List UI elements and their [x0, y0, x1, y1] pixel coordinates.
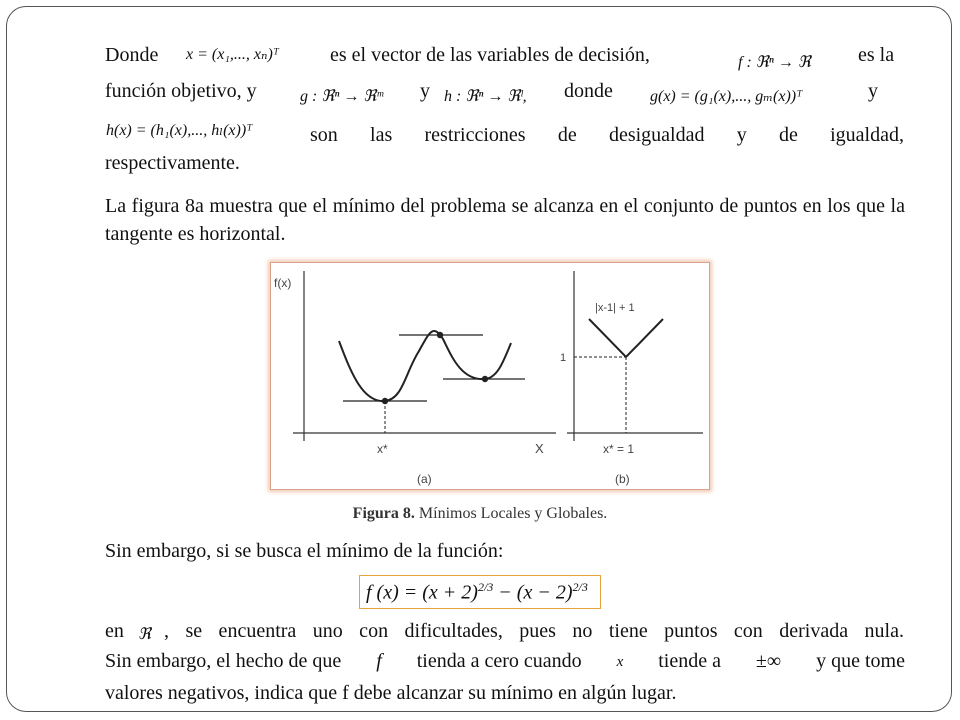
text-hecho-d: y que tome	[816, 650, 905, 672]
label-x-axis: X	[535, 441, 544, 456]
math-f-def: f : ℜⁿ → ℜ	[738, 54, 811, 71]
math-g-def: g : ℜⁿ → ℜᵐ	[300, 88, 384, 105]
figure-caption	[0, 505, 960, 523]
formula-mid: − (x − 2)	[493, 581, 573, 604]
line-sin-embargo-hecho	[105, 650, 905, 673]
math-h-def: h : ℜⁿ → ℜˡ,	[444, 88, 527, 105]
text-es-vector: es el vector de las variables de decisión,	[330, 44, 650, 66]
math-h-vector: h(x) = (h₁(x),..., hₗ(x))ᵀ	[106, 122, 253, 139]
math-g-vector: g(x) = (g₁(x),..., gₘ(x))ᵀ	[650, 88, 803, 105]
text-donde: Donde	[105, 44, 159, 66]
label-abs-curve: |x-1| + 1	[595, 302, 635, 314]
text-son-restricciones: son las restricciones de desigualdad y de igualdad,	[310, 124, 904, 146]
math-pm-inf: ±∞	[755, 650, 782, 672]
caption-text: Mínimos Locales y Globales.	[418, 505, 608, 522]
text-hecho-c: tiende a	[658, 650, 721, 672]
figure-8	[270, 262, 710, 490]
label-panel-a: (a)	[417, 472, 432, 486]
figure-svg	[271, 263, 709, 489]
formula-exp-2: 2/3	[572, 580, 588, 594]
text-y: y	[420, 80, 430, 102]
text-f-ital: f	[376, 650, 382, 672]
text-en: en	[105, 620, 124, 642]
text-x-ital: x	[616, 654, 624, 670]
text-es-la: es la	[858, 44, 895, 66]
point-local-max	[437, 332, 443, 338]
label-y-tick-1: 1	[560, 352, 567, 364]
text-dificultades: , se encuentra uno con dificultades, pues no tiene puntos con derivada nula.	[164, 620, 904, 642]
text-donde-2: donde	[564, 80, 613, 102]
label-xstar-a: x*	[377, 442, 388, 456]
formula-main: f (x) = (x + 2)	[366, 581, 478, 604]
curve-b	[589, 319, 663, 357]
caption-bold: Figura 8.	[352, 505, 415, 522]
curve-a	[339, 331, 511, 401]
math-x-def: x = (x₁,..., xₙ)ᵀ	[186, 46, 279, 63]
label-fx: f(x)	[274, 276, 292, 290]
text-funcion-objetivo: función objetivo, y	[105, 80, 257, 102]
label-panel-b: (b)	[615, 472, 630, 486]
text-sin-embargo: Sin embargo, si se busca el mínimo de la función:	[105, 540, 504, 562]
text-valores-negativos: valores negativos, indica que f debe alcanzar su mínimo en algún lugar.	[105, 682, 677, 704]
text-hecho-b: tienda a cero cuando	[416, 650, 582, 672]
formula	[366, 580, 588, 605]
text-hecho-a: Sin embargo, el hecho de que	[105, 650, 342, 672]
text-y-2: y	[868, 80, 878, 102]
text-respectivamente: respectivamente.	[105, 152, 240, 174]
formula-exp-1: 2/3	[477, 580, 494, 594]
math-R: ℜ	[138, 626, 152, 643]
formula-box	[359, 575, 601, 609]
label-xstar-b: x* = 1	[603, 442, 635, 456]
paragraph-figura-8a: La figura 8a muestra que el mínimo del problema se alcanza en el conjunto de puntos en los que la tangente es horizontal.	[105, 195, 905, 245]
point-local-min	[482, 376, 488, 382]
